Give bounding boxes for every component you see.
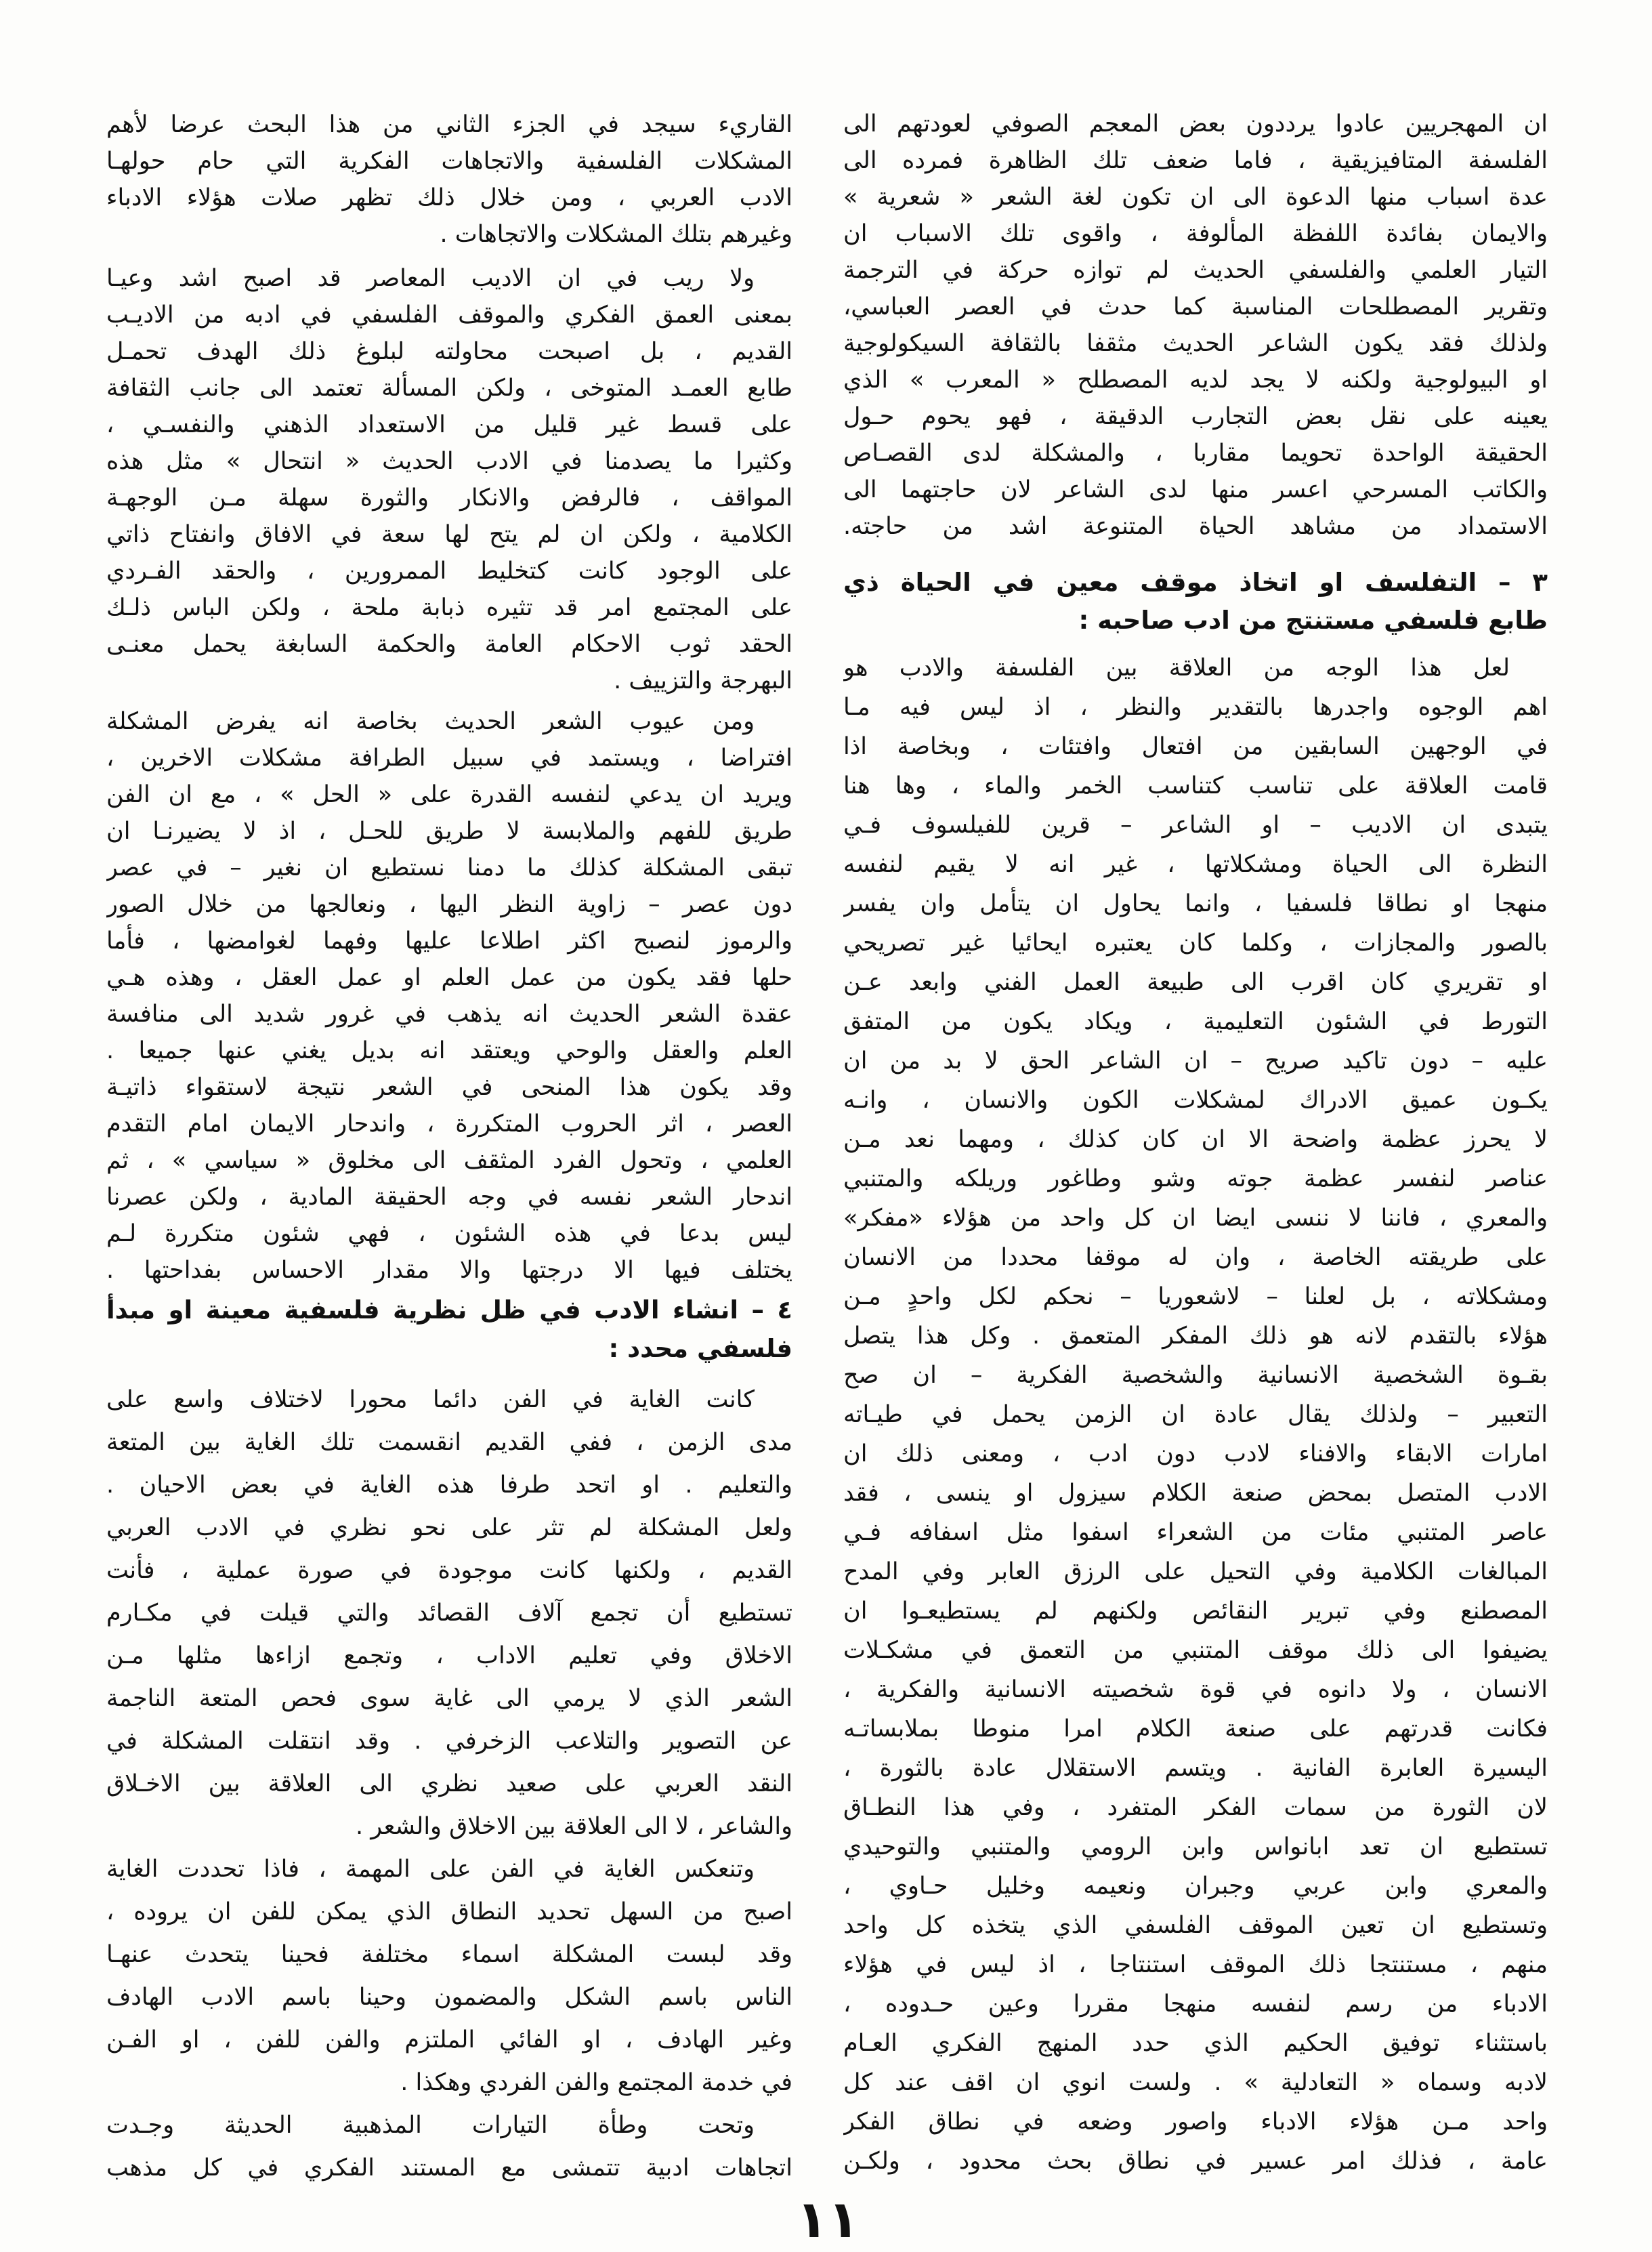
text-line: في الوجهين السابقين من افتعال وافتئات ، وبخاصة اذا	[843, 733, 1548, 760]
text-line: طريق للفهم والملابسة لا طريق للحـل ، اذ لا يضيرنـا ان	[106, 818, 792, 845]
paragraph	[106, 106, 792, 253]
text-line: ومن عيوب الشعر الحديث بخاصة انه يفرض المشكلة	[106, 708, 755, 735]
text-line: وكثيرا ما يصدمنا في الادب الحديث « انتحال » مثل هذه	[106, 448, 792, 475]
text-line: لعل هذا الوجه من العلاقة بين الفلسفة والادب هو	[843, 654, 1510, 682]
text-line: على الوجود كانت كتخليط الممرورين ، والحقد الفـردي	[106, 558, 792, 585]
text-line: وتقرير المصطلحات المناسبة كما حدث في العصر العباسي،	[843, 293, 1548, 320]
text-line: او تقريري كان اقرب الى طبيعة العمل الفني وابعد عـن	[843, 969, 1548, 996]
text-line: ويريد ان يدعي لنفسه القدرة على « الحل » ، مع ان الفن	[106, 781, 792, 808]
text-line: المصطنع وفي تبرير النقائص ولكنهم لم يستطيعـوا ان	[843, 1598, 1548, 1625]
paragraph	[106, 2104, 792, 2190]
text-line: بقـوة الشخصية الانسانية والشخصية الفكرية – ان صح	[843, 1362, 1548, 1389]
text-line: الشعر الذي لا يرمي الى غاية سوى فحص المتعة الناجمة	[106, 1685, 792, 1712]
text-line: تستطيع أن تجمع آلاف القصائد والتي قيلت في مكـارم	[106, 1600, 792, 1627]
text-line: عناصر لنفسر عظمة جوته وشو وطاغور وريلكه والمتنبي	[843, 1165, 1548, 1192]
text-line: التورط في الشئون التعليمية ، ويكاد يكون من المتفق	[843, 1008, 1548, 1035]
paragraph	[106, 1379, 792, 1507]
text-line: عاصر المتنبي مئات من الشعراء اسفوا مثل اسفافه فـي	[843, 1519, 1548, 1546]
text-line: تستطيع ان تعد ابانواس وابن الرومي والمتنبي والتوحيدي	[843, 1833, 1548, 1860]
text-line: القديم ، بل اصبحت محاولته لبلوغ ذلك الهدف تحمـل	[106, 338, 792, 365]
text-line: العلمي ، وتحول الفرد المثقف الى مخلوق « سياسي » ، ثم	[106, 1147, 792, 1174]
text-line: يعينه على نقل بعض التجارب الدقيقة ، فهو يحوم حـول	[843, 403, 1548, 430]
paragraph	[843, 648, 1548, 2181]
text-line: والشاعر ، لا الى العلاقة بين الاخلاق والشعر .	[356, 1813, 792, 1840]
text-line: هؤلاء بالتقدم لانه هو ذلك المفكر المتعمق . وكل هذا يتصل	[843, 1322, 1548, 1350]
text-line: عامة ، فذلك امر عسير في نطاق بحث محدود ، ولكـن	[843, 2148, 1548, 2175]
text-line: ومشكلاته ، بل لعلنا – لاشعوريا – نحكم لكل واحدٍ مـن	[843, 1283, 1548, 1310]
text-line: الاخلاق وفي تعليم الاداب ، وتجمع ازاءها مثلها مـن	[106, 1642, 792, 1669]
paragraph-group	[106, 1379, 792, 2190]
text-line: وقد لبست المشكلة اسماء مختلفة فحينا يتحدث عنهـا	[106, 1941, 792, 1968]
text-line: وتنعكس الغاية في الفن على المهمة ، فاذا تحددت الغاية	[106, 1856, 755, 1883]
text-line: اندحار الشعر نفسه في وجه الحقيقة المادية ، ولكن عصرنا	[106, 1184, 792, 1211]
text-line: العلم والعقل والوحي ويعتقد انه بديل يغني عنها جميعا .	[106, 1037, 792, 1064]
text-line: ولذلك فقد يكون الشاعر الحديث مثقفا بالثقافة السيكولوجية	[843, 330, 1548, 357]
text-line: فكانت قدرتهم على صنعة الكلام امرا منوطا بملابساتـه	[843, 1715, 1548, 1743]
text-line: الادب العربي ، ومن خلال ذلك تظهر صلات هؤلاء الادباء	[106, 184, 792, 211]
text-line: وغير الهادف ، او الفائي الملتزم والفن للفن ، او الفـن	[106, 2026, 792, 2053]
text-line: الفلسفة المتافيزيقية ، فاما ضعف تلك الظاهرة فمرده الى	[843, 147, 1548, 174]
text-line: والكاتب المسرحي اعسر منها لدى الشاعر لان حاجتهما الى	[843, 476, 1548, 503]
text-line: اصبح من السهل تحديد النطاق الذي يمكن للفن ان يروده ،	[106, 1898, 792, 1925]
text-line: القديم ، ولكنها كانت موجودة في صورة عملية ، فأنت	[106, 1557, 792, 1584]
text-line: ليس بدعا في هذه الشئون ، فهي شئون متكررة لـم	[106, 1220, 792, 1247]
text-line: ان المهجريين عادوا يرددون بعض المعجم الصوفي لعودتهم الى	[843, 110, 1548, 138]
text-line: تبقى المشكلة كذلك ما دمنا نستطيع ان نغير – في عصر	[106, 854, 792, 881]
text-line: بالصور والمجازات ، وكلما كان يعتبره ايحائيا غير تصريحي	[843, 930, 1548, 957]
text-line: عقدة الشعر الحديث انه يذهب في غرور شديد الى منافسة	[106, 1001, 792, 1028]
text-line: العصر ، اثر الحروب المتكررة ، واندحار الايمان امام التقدم	[106, 1110, 792, 1138]
text-line: افتراضا ، ويستمد في سبيل الطرافة مشكلات الاخرين ،	[106, 745, 792, 772]
text-line: على المجتمع امر قد تثيره ذبابة ملحة ، ولكن الباس ذلـك	[106, 594, 792, 621]
paragraph	[106, 703, 792, 1289]
text-line: وقد يكون هذا المنحى في الشعر نتيجة لاستقواء ذاتيـة	[106, 1074, 792, 1101]
text-line: المواقف ، فالرفض والانكار والثورة سهلة مـن الوجهـة	[106, 484, 792, 512]
text-line: حلها فقد يكون من عمل العلم او عمل العقل ، وهذه هـي	[106, 964, 792, 991]
text-line: التيار العلمي والفلسفي الحديث لم توازه حركة في الترجمة	[843, 257, 1548, 284]
text-line: على طريقته الخاصة ، وان له موقفا محددا من الانسان	[843, 1244, 1548, 1271]
section-heading	[843, 564, 1548, 640]
text-line: منهجا او نطاقا فلسفيا ، وانما يحاول ان يتأمل وان يفسر	[843, 890, 1548, 917]
text-line: وتستطيع ان تعين الموقف الفلسفي الذي يتخذه كل واحد	[843, 1912, 1548, 1939]
text-line: باستثناء توفيق الحكيم الذي حدد المنهج الفكري العـام	[843, 2030, 1548, 2057]
text-line: البهرجة والتزييف .	[614, 667, 792, 694]
text-line: يتبدى ان الاديب – او الشاعر – قرين للفيلسوف فـي	[843, 812, 1548, 839]
text-line: لا يحرز عظمة واضحة الا ان كان كذلك ، ومهما نعد مـن	[843, 1126, 1548, 1153]
text-line: امارات الابقاء والافناء لادب دون ادب ، ومعنى ذلك ان	[843, 1440, 1548, 1467]
text-line: الحقيقة الواحدة تحويما مقاربا ، والمشكلة لدى القصـاص	[843, 440, 1548, 467]
text-line: مدى الزمن ، ففي القديم انقسمت تلك الغاية بين المتعة	[106, 1429, 792, 1456]
text-line: لادبه وسماه « التعادلية » . ولست انوي ان اقف عند كل	[843, 2069, 1548, 2096]
text-line: عن التصوير والتلاعب الزخرفي . وقد انتقلت المشكلة في	[106, 1728, 792, 1755]
text-line: اهم الوجوه واجدرها بالتقدير والنظر ، اذ ليس فيه مـا	[843, 694, 1548, 721]
text-line: وغيرهم بتلك المشكلات والاتجاهات .	[440, 221, 792, 248]
text-line: والتعليم . او اتحد طرفا هذه الغاية في بعض الاحيان .	[106, 1472, 792, 1499]
text-line: واحد مـن هؤلاء الادباء واصور وضعه في نطاق الفكر	[843, 2108, 1548, 2135]
paragraph	[843, 106, 1548, 545]
text-line: منهم ، مستنتجا ذلك الموقف استنتاجا ، اذ ليس في هؤلاء	[843, 1951, 1548, 1978]
text-line: دون عصر – زاوية النظر اليها ، ونعالجها من خلال الصور	[106, 891, 792, 918]
text-line: ولعل المشكلة لم تثر على نحو نظري في الادب العربي	[106, 1514, 792, 1541]
text-line: قامت العلاقة على تناسب كتناسب الخمر والماء ، وها هنا	[843, 772, 1548, 799]
section-heading	[106, 1291, 792, 1368]
text-line: طابع العمـد المتوخى ، ولكن المسألة تعتمد الى جانب الثقافة	[106, 375, 792, 402]
text-line: كانت الغاية في الفن دائما محورا لاختلاف واسع على	[106, 1386, 755, 1413]
text-line: الانسان ، ولا دانوه في قوة شخصيته الانسانية والفكرية ،	[843, 1676, 1548, 1703]
text-line: الادباء من رسم لنفسه منهجا مقررا وعين حـدوده ،	[843, 1990, 1548, 2018]
text-line: والرموز لنصبح اكثر اطلاعا عليها وفهما لغوامضها ، فأما	[106, 927, 792, 955]
text-line: ولا ريب في ان الاديب المعاصر قد اصبح اشد وعيـا	[106, 265, 755, 292]
text-line: التعبير – ولذلك يقال عادة ان الزمن يحمل في طيـاته	[843, 1401, 1548, 1428]
text-line: الادب المتصل بمحض صنعة الكلام سيزول او ينسى ، فقد	[843, 1480, 1548, 1507]
text-line: اتجاهات ادبية تتمشى مع المستند الفكري في كل مذهب	[106, 2154, 792, 2182]
text-line: القاريء سيجد في الجزء الثاني من هذا البحث عرضا لأهم	[106, 111, 792, 138]
section-heading-line: طابع فلسفي مستنتج من ادب صاحبه :	[1078, 606, 1548, 635]
text-line: او البيولوجية ولكنه لا يجد لديه المصطلح « المعرب » الذي	[843, 367, 1548, 394]
text-line: الكلامية ، ولكن ان لم يتح لها سعة في الافاق وانفتاح ذاتي	[106, 521, 792, 548]
text-line: الناس باسم الشكل والمضمون وحينا باسم الادب الهادف	[106, 1984, 792, 2011]
text-line: يكـون عميق الادراك لمشكلات الكون والانسان ، وانـه	[843, 1087, 1548, 1114]
text-line: يضيفوا الى ذلك موقف المتنبي من التعمق في مشكـلات	[843, 1637, 1548, 1664]
text-line: النقد العربي على صعيد نظري الى العلاقة بين الاخـلاق	[106, 1770, 792, 1797]
text-line: وتحت وطأة التيارات المذهبية الحديثة وجـدت	[106, 2112, 755, 2139]
text-line: على قسط غير قليل من الاستعداد الذهني والنفسـي ،	[106, 411, 792, 438]
text-line: النظرة الى الحياة ومشكلاتها ، غير انه لا يقيم لنفسه	[843, 851, 1548, 878]
section-heading-line: ٤ – انشاء الادب في ظل نظرية فلسفية معينة او مبدأ	[106, 1295, 792, 1325]
text-line: المبالغات الكلامية وفي التحيل على الرزق العابر وفي المدح	[843, 1558, 1548, 1585]
text-line: والمعري ، فاننا لا ننسى ايضا ان كل واحد من هؤلاء «مفكر»	[843, 1205, 1548, 1232]
text-line: الاستمداد من مشاهد الحياة المتنوعة اشد من حاجته.	[843, 513, 1548, 540]
paragraph	[106, 260, 792, 699]
text-line: والايمان بفائدة اللفظة المألوفة ، واقوى تلك الاسباب ان	[843, 220, 1548, 247]
text-line: والمعري وابن عربي وجبران ونعيمه وخليل حـاوي ،	[843, 1873, 1548, 1900]
section-heading-line: ٣ – التفلسف او اتخاذ موقف معين في الحياة ذي	[843, 568, 1548, 597]
text-line: عليه – دون تاكيد صريح – ان الشاعر الحق لا بد من ان	[843, 1047, 1548, 1075]
text-line: في خدمة المجتمع والفن الفردي وهكذا .	[400, 2069, 792, 2096]
paragraph	[106, 1848, 792, 2104]
text-line: الحقد ثوب الاحكام العامة والحكمة السابغة يحمل معنـى	[106, 631, 792, 658]
text-line: عدة اسباب منها الدعوة الى ان تكون لغة الشعر « شعرية »	[843, 184, 1548, 211]
section-heading-line: فلسفي محدد :	[608, 1334, 792, 1363]
text-line: المشكلات الفلسفية والاتجاهات الفكرية التي حام حولهـا	[106, 148, 792, 175]
paragraph	[106, 1507, 792, 1848]
text-line: اليسيرة العابرة الفانية . ويتسم الاستقلال عادة بالثورة ،	[843, 1755, 1548, 1782]
text-line: لان الثورة من سمات الفكر المتفرد ، وفي هذا النطـاق	[843, 1794, 1548, 1821]
page-number: ١١	[796, 2189, 860, 2249]
text-line: بمعنى العمق الفكري والموقف الفلسفي في ادبه من الاديـب	[106, 301, 792, 329]
text-line: يختلف فيها الا درجتها والا مقدار الاحساس بفداحتها .	[106, 1257, 792, 1284]
